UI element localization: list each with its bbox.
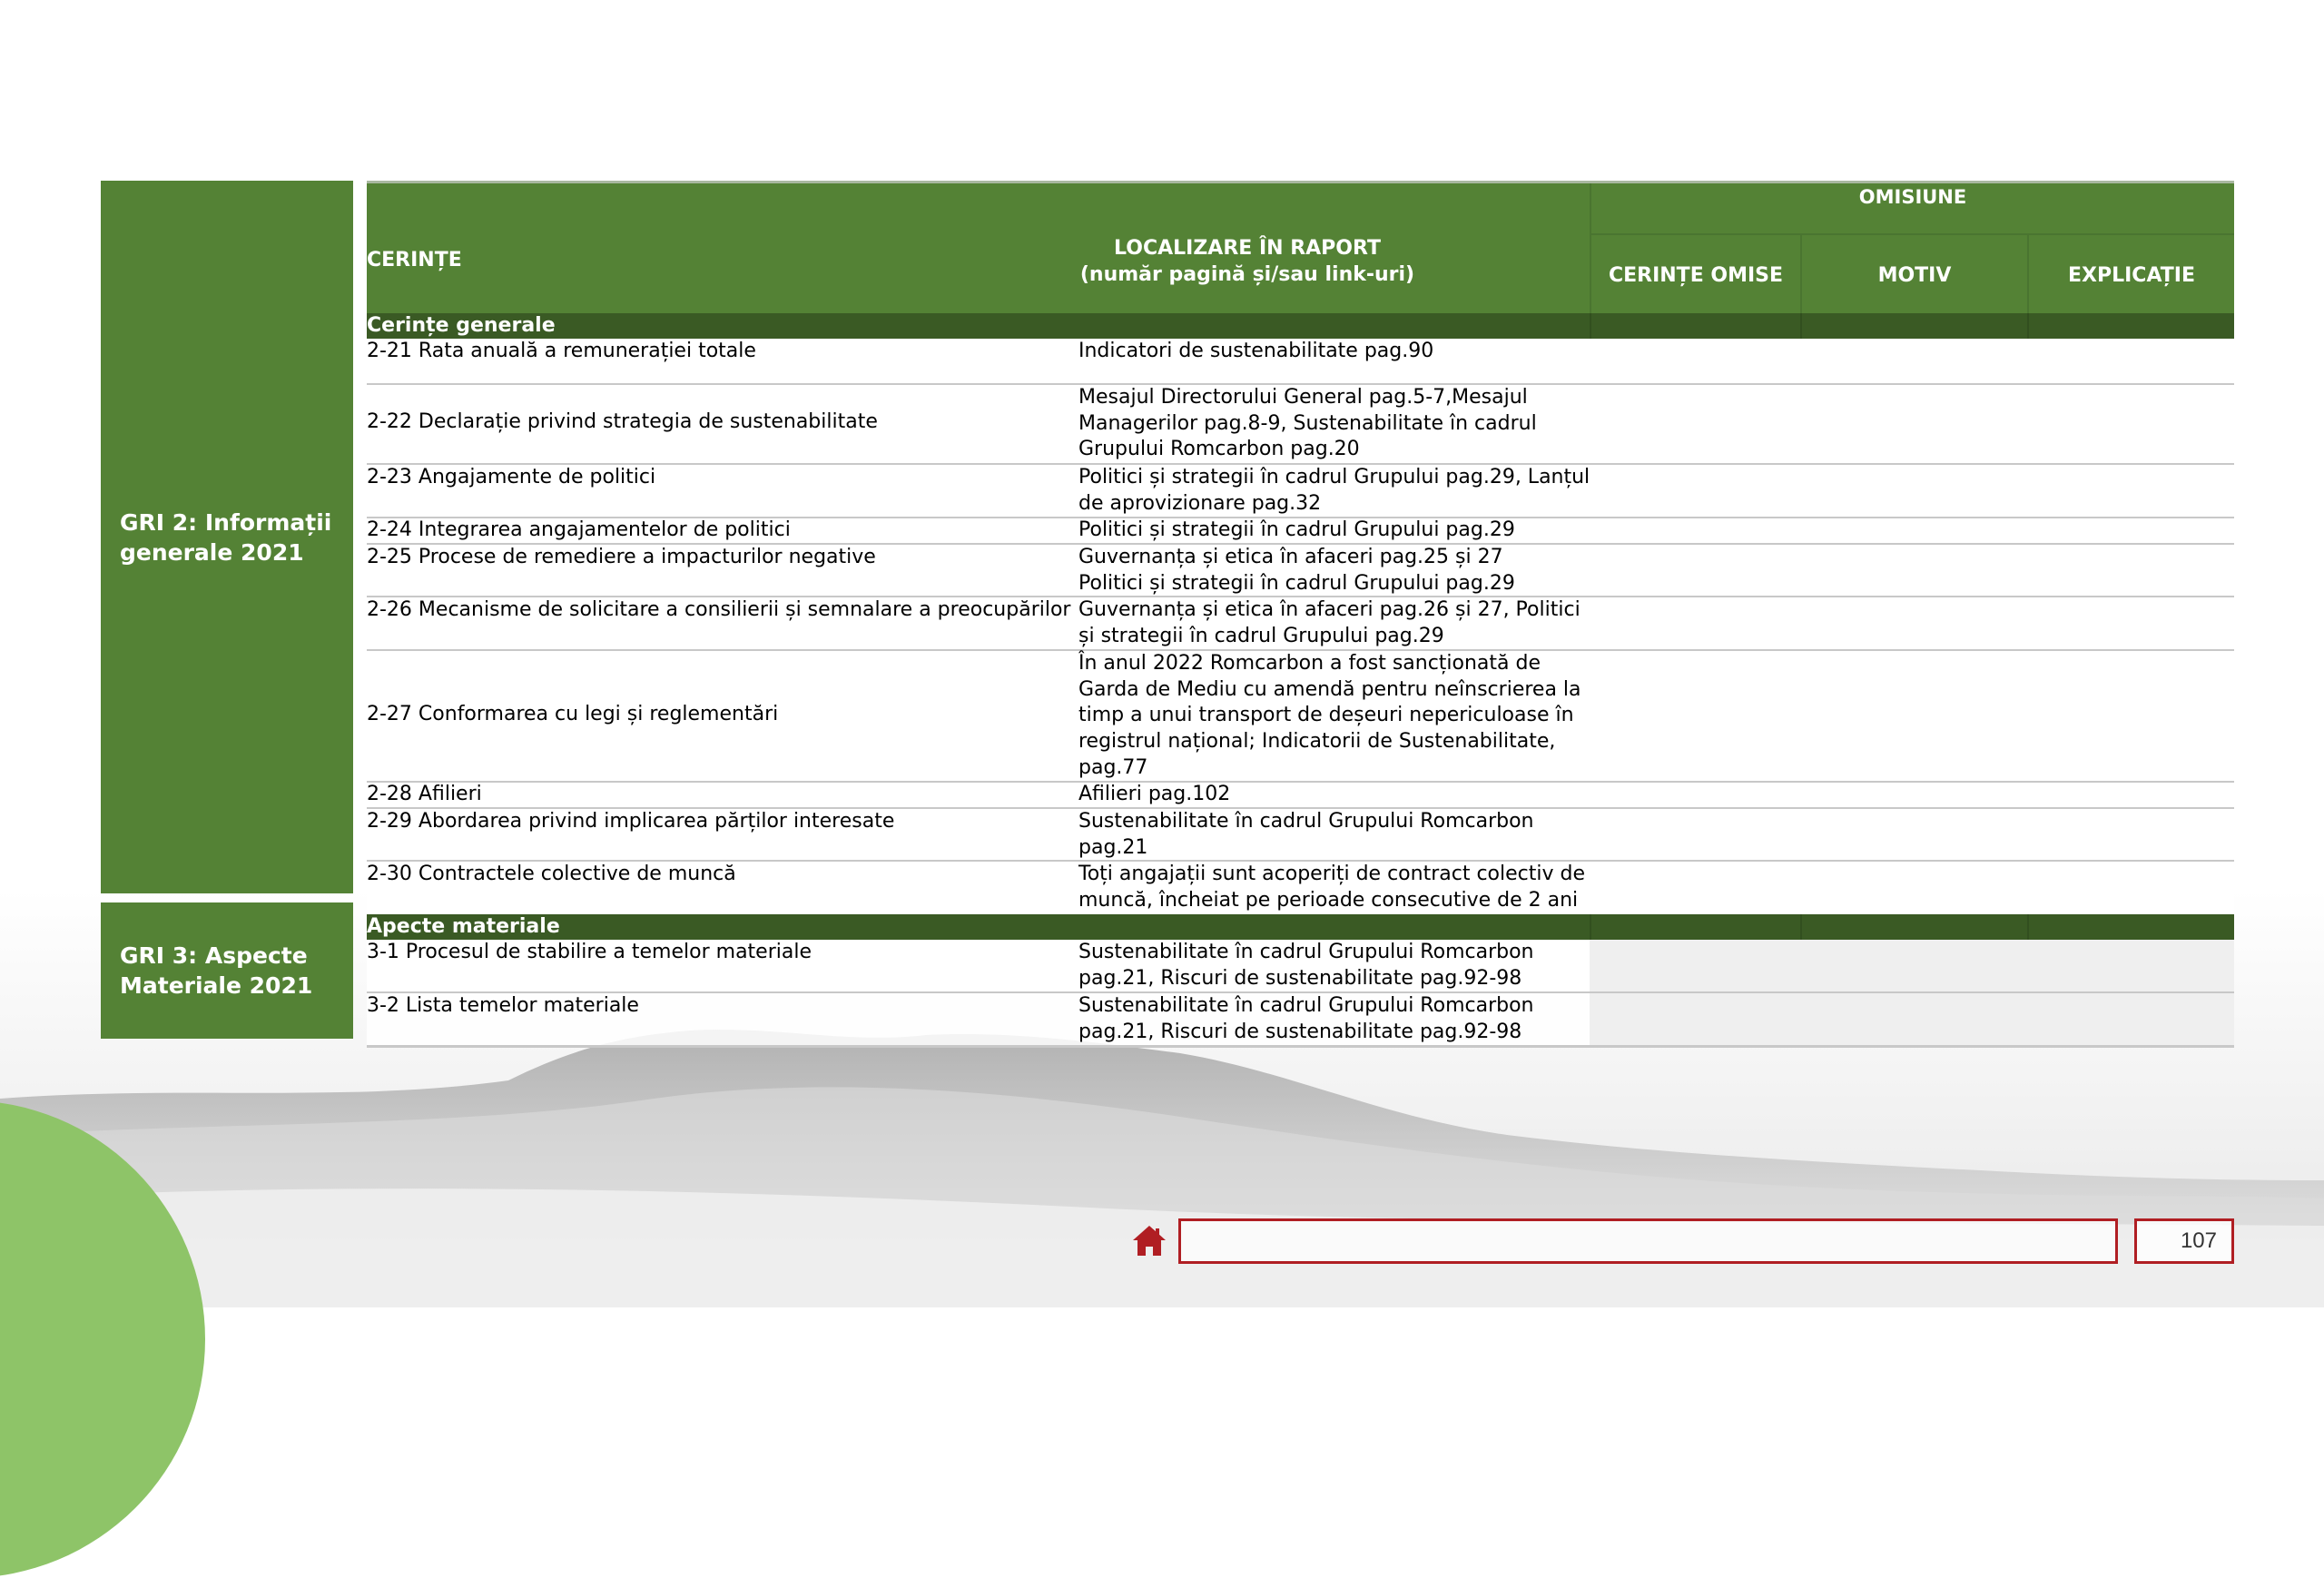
gri-content-table xyxy=(367,181,2234,1048)
row-omission xyxy=(1590,518,2234,543)
section-header xyxy=(367,313,2234,339)
location-line: muncă, încheiat pe perioade consecutive de 2 ani xyxy=(1078,888,1579,912)
row-location xyxy=(1078,809,1596,861)
row-location xyxy=(1078,518,1596,544)
location-line: Managerilor pag.8-9, Sustenabilitate în cadrul xyxy=(1078,411,1537,435)
gri2-label xyxy=(101,181,353,893)
location-line: Politici și strategii în cadrul Grupului pag.29 xyxy=(1078,571,1515,595)
location-line: Afilieri pag.102 xyxy=(1078,783,1231,805)
row-omission xyxy=(1590,597,2234,649)
location-line: Grupului Romcarbon pag.20 xyxy=(1078,438,1360,461)
row-location xyxy=(1078,862,1596,913)
header-motiv: MOTIV xyxy=(1800,235,2027,316)
page-number: 107 xyxy=(2134,1218,2234,1264)
row-omission xyxy=(1590,940,2234,991)
section-title: Cerințe generale xyxy=(367,314,556,337)
row-requirement: 2-25 Procese de remediere a impacturilor negative xyxy=(367,546,876,568)
table-row xyxy=(367,597,2234,651)
row-requirement: 3-2 Lista temelor materiale xyxy=(367,994,639,1017)
row-requirement: 2-29 Abordarea privind implicarea părților interesate xyxy=(367,810,895,833)
row-location xyxy=(1078,782,1596,808)
table-row xyxy=(367,465,2234,518)
row-location xyxy=(1078,545,1596,597)
location-line: de aprovizionare pag.32 xyxy=(1078,491,1322,515)
gri3-label-text: GRI 3: Aspecte Materiale 2021 xyxy=(120,942,313,999)
location-line: și strategii în cadrul Grupului pag.29 xyxy=(1078,624,1444,647)
table-row xyxy=(367,339,2234,385)
table-row xyxy=(367,545,2234,597)
row-omission xyxy=(1590,545,2234,596)
header-localizare xyxy=(939,235,1556,288)
row-location xyxy=(1078,993,1596,1045)
table-header xyxy=(367,181,2234,313)
row-requirement: 2-28 Afilieri xyxy=(367,783,482,805)
row-location xyxy=(1078,651,1596,782)
location-line: pag.77 xyxy=(1078,755,1148,779)
row-location xyxy=(1078,339,1596,365)
row-location xyxy=(1078,465,1596,517)
table-row xyxy=(367,809,2234,862)
home-icon[interactable] xyxy=(1131,1223,1167,1259)
row-omission xyxy=(1590,783,2234,807)
row-location xyxy=(1078,385,1596,463)
row-omission xyxy=(1590,651,2234,781)
table-row xyxy=(367,993,2234,1048)
table-row xyxy=(367,862,2234,914)
location-line: Garda de Mediu cu amendă pentru neînscrierea la xyxy=(1078,677,1581,701)
location-line: Indicatori de sustenabilitate pag.90 xyxy=(1078,340,1434,362)
row-requirement: 2-27 Conformarea cu legi și reglementări xyxy=(367,703,779,725)
location-line: registrul național; Indicatorii de Sustenabilitate, xyxy=(1078,730,1556,754)
location-line: pag.21, Riscuri de sustenabilitate pag.92-98 xyxy=(1078,1020,1522,1043)
row-omission xyxy=(1590,862,2234,914)
row-requirement: 2-26 Mecanisme de solicitare a consilierii și semnalare a preocupărilor xyxy=(367,598,1071,621)
location-line: Guvernanța și etica în afaceri pag.25 și 27 xyxy=(1078,546,1503,568)
header-cerinte-omise: CERINȚE OMISE xyxy=(1590,235,1800,316)
header-omisiune: OMISIUNE xyxy=(1590,183,2234,235)
row-omission xyxy=(1590,465,2234,517)
row-requirement: 2-24 Integrarea angajamentelor de politici xyxy=(367,518,791,541)
location-line: Guvernanța și etica în afaceri pag.26 și 27, Politici xyxy=(1078,598,1581,621)
location-line: Sustenabilitate în cadrul Grupului Romcarbon xyxy=(1078,994,1534,1017)
location-line: Politici și strategii în cadrul Grupului pag.29, Lanțul xyxy=(1078,466,1590,488)
location-line: Politici și strategii în cadrul Grupului pag.29 xyxy=(1078,518,1515,541)
row-omission xyxy=(1590,385,2234,463)
gri3-label xyxy=(101,902,353,1039)
header-cerinte: CERINȚE xyxy=(367,249,462,271)
header-localizare-line2: (număr pagină și/sau link-uri) xyxy=(1079,263,1415,286)
row-requirement: 3-1 Procesul de stabilire a temelor materiale xyxy=(367,941,812,963)
row-requirement: 2-21 Rata anuală a remunerației totale xyxy=(367,340,756,362)
location-line: În anul 2022 Romcarbon a fost sancționată de xyxy=(1078,652,1541,675)
table-row xyxy=(367,385,2234,465)
row-omission xyxy=(1590,993,2234,1045)
section-title: Apecte materiale xyxy=(367,915,560,938)
location-line: Sustenabilitate în cadrul Grupului Romcarbon xyxy=(1078,810,1534,833)
row-omission xyxy=(1590,809,2234,860)
row-requirement: 2-30 Contractele colective de muncă xyxy=(367,863,736,885)
row-location xyxy=(1078,597,1596,649)
table-row xyxy=(367,940,2234,993)
table-row xyxy=(367,518,2234,545)
row-requirement: 2-22 Declarație privind strategia de sustenabilitate xyxy=(367,410,878,433)
footer-bar xyxy=(1178,1218,2118,1264)
location-line: Toți angajații sunt acoperiți de contract colectiv de xyxy=(1078,863,1586,885)
row-requirement: 2-23 Angajamente de politici xyxy=(367,466,656,488)
header-localizare-line1: LOCALIZARE ÎN RAPORT xyxy=(1114,237,1381,260)
location-line: pag.21 xyxy=(1078,835,1148,859)
row-location xyxy=(1078,940,1596,991)
location-line: pag.21, Riscuri de sustenabilitate pag.92-98 xyxy=(1078,966,1522,990)
location-line: Mesajul Directorului General pag.5-7,Mesajul xyxy=(1078,386,1528,409)
location-line: timp a unui transport de deșeuri nepericuloase în xyxy=(1078,704,1574,727)
section-header xyxy=(367,914,2234,940)
table-row xyxy=(367,783,2234,809)
table-row xyxy=(367,651,2234,783)
row-omission xyxy=(1590,339,2234,383)
header-explicatie: EXPLICAȚIE xyxy=(2027,235,2234,316)
gri2-label-text: GRI 2: Informații generale 2021 xyxy=(120,508,332,566)
location-line: Sustenabilitate în cadrul Grupului Romcarbon xyxy=(1078,941,1534,963)
